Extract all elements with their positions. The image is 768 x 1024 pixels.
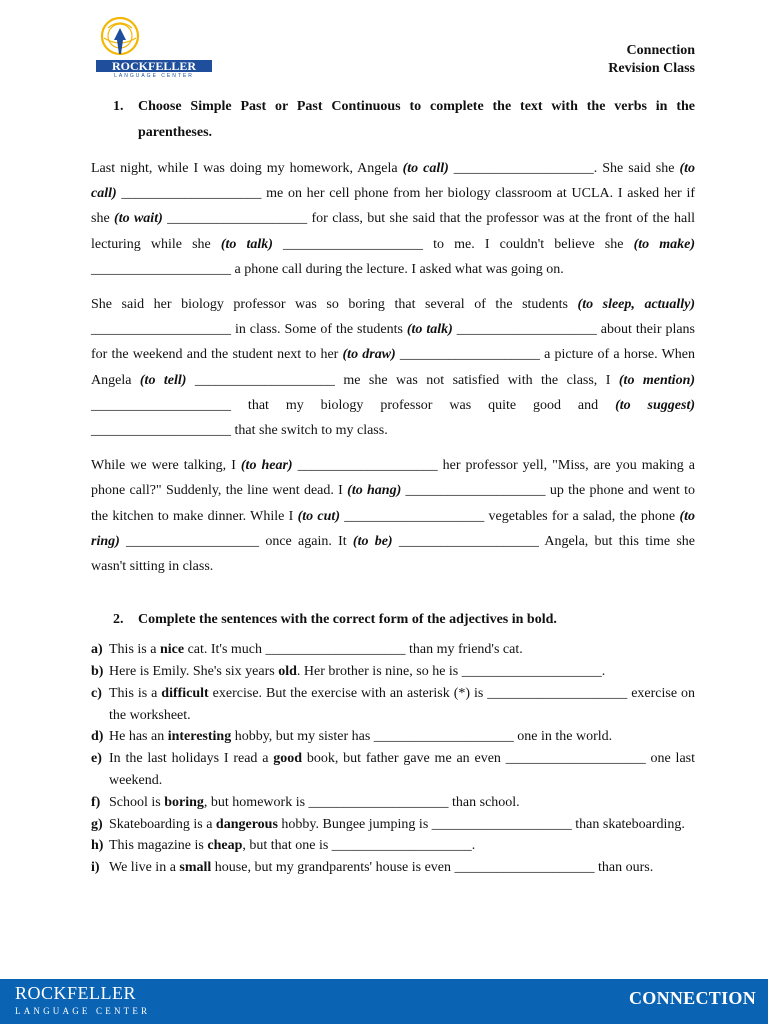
verb-prompt: (to hang) xyxy=(347,483,402,499)
verb-prompt: (to draw) xyxy=(342,347,396,363)
item-text xyxy=(109,857,695,879)
exercise-item xyxy=(91,814,695,836)
exercise-item xyxy=(91,726,695,748)
exercise-item xyxy=(91,639,695,661)
rockfeller-logo xyxy=(90,14,214,78)
item-letter: e) xyxy=(91,751,102,767)
verb-prompt: (to call) xyxy=(91,161,695,202)
paragraph-text: ____________________ vegetables for a salad, the phone xyxy=(339,508,680,524)
section1-number: 1. xyxy=(113,99,124,114)
item-text-segment: We live in a xyxy=(109,860,180,876)
bold-adjective: old xyxy=(278,664,297,680)
item-text-segment: exercise. But the exercise with an asterisk (*) is ____________________ exercise on the worksheet. xyxy=(109,685,695,723)
section1-paragraphs xyxy=(91,156,695,579)
header-title-line2: Revision Class xyxy=(608,61,695,76)
section2-number: 2. xyxy=(113,612,124,628)
item-text-segment: hobby. Bungee jumping is ____________________ than skateboarding. xyxy=(277,816,685,832)
paragraph-text: ____________________ to me. I couldn't believe she xyxy=(272,236,634,252)
footer-bar xyxy=(0,979,768,1024)
item-text xyxy=(109,639,695,661)
section1-paragraph xyxy=(91,156,695,282)
paragraph-text: ____________________ her professor yell, "Miss, are you making a phone call?" Suddenly, the line went dead. I xyxy=(91,458,695,499)
item-text-segment: In the last holidays I read a xyxy=(109,751,274,767)
item-text-segment: He has an xyxy=(109,729,168,745)
item-text-segment: house, but my grandparents' house is even ____________________ than ours. xyxy=(211,860,654,876)
paragraph-text: ____________________ up the phone and went to the kitchen to make dinner. While I xyxy=(91,483,695,524)
paragraph-text: ____________________ Angela, but this time she wasn't sitting in class. xyxy=(91,533,695,575)
header-title xyxy=(608,42,695,78)
bold-adjective: nice xyxy=(159,642,185,658)
header-title-line1: Connection xyxy=(626,43,695,58)
verb-prompt: (to call) xyxy=(402,161,449,176)
paragraph-text: ____________________ me she was not satisfied with the class, I xyxy=(186,372,619,388)
item-text-segment: This is a xyxy=(109,642,160,658)
exercise-item xyxy=(91,835,695,857)
paragraph-text: ____________________ in class. Some of the students xyxy=(91,322,407,338)
bold-adjective: cheap xyxy=(207,838,243,854)
verb-prompt: (to suggest) xyxy=(615,397,696,413)
paragraph-text: Last night, while I was doing my homework, Angela xyxy=(91,161,403,176)
verb-prompt: (to tell) xyxy=(139,372,187,388)
item-text-segment: . Her brother is nine, so he is ____________________. xyxy=(296,664,606,680)
paragraph-text: While we were talking, I xyxy=(91,458,241,474)
item-text-segment: hobby, but my sister has ____________________ one in the world. xyxy=(231,729,613,745)
item-letter: f) xyxy=(91,794,101,810)
verb-prompt: (to be) xyxy=(352,533,393,549)
verb-prompt: (to hear) xyxy=(240,458,293,474)
exercise-item xyxy=(91,683,695,727)
item-text-segment: , but that one is ____________________. xyxy=(242,838,476,854)
verb-prompt: (to cut) xyxy=(297,508,340,524)
verb-prompt: (to talk) xyxy=(406,322,453,338)
paragraph-text: ____________________ that my biology professor was quite good and xyxy=(91,397,616,413)
paragraph-text: ____________________. She said she xyxy=(448,161,680,176)
item-text xyxy=(109,661,695,683)
exercise-item xyxy=(91,792,695,814)
item-letter: c) xyxy=(91,685,102,701)
section1-paragraph xyxy=(91,453,695,579)
verb-prompt: (to make) xyxy=(633,236,695,252)
item-letter: i) xyxy=(91,860,100,876)
item-text-segment: School is xyxy=(109,794,165,810)
bold-adjective: good xyxy=(273,751,303,767)
logo-subtext: LANGUAGE CENTER xyxy=(114,73,194,78)
exercise-item xyxy=(91,748,695,792)
bold-adjective: small xyxy=(179,860,212,876)
section2-instruction: Complete the sentences with the correct form of the adjectives in bold. xyxy=(138,612,557,628)
exercise-item xyxy=(91,857,695,879)
section1-instruction: Choose Simple Past or Past Continuous to complete the text with the verbs in the parentheses. xyxy=(138,99,695,140)
bold-adjective: dangerous xyxy=(215,816,278,832)
section1-heading xyxy=(91,94,695,146)
item-text-segment: , but homework is ____________________ than school. xyxy=(203,794,520,810)
item-text-segment: This magazine is xyxy=(109,838,208,854)
logo-emblem-icon xyxy=(90,14,214,78)
paragraph-text: ___________________ once again. It xyxy=(119,533,353,549)
bold-adjective: difficult xyxy=(161,685,209,701)
item-letter: b) xyxy=(91,664,104,680)
footer-brand: ROCKFELLER xyxy=(15,983,137,1003)
paragraph-text: ____________________ me on her cell phone from her biology classroom at UCLA. I asked her if she xyxy=(91,186,695,227)
item-text-segment: Here is Emily. She's six years xyxy=(109,664,279,680)
footer-brand-sub: LANGUAGE CENTER xyxy=(15,1006,151,1016)
section2-items xyxy=(91,639,695,879)
item-text xyxy=(109,814,695,836)
bold-adjective: boring xyxy=(164,794,204,810)
verb-prompt: (to wait) xyxy=(114,211,163,227)
item-text xyxy=(109,683,695,727)
item-letter: g) xyxy=(91,816,103,832)
paragraph-text: ____________________ a phone call during the lecture. I asked what was going on. xyxy=(91,261,564,277)
verb-prompt: (to talk) xyxy=(220,236,273,252)
section1-paragraph xyxy=(91,292,695,443)
item-letter: d) xyxy=(91,729,104,745)
item-text xyxy=(109,792,695,814)
item-text xyxy=(109,835,695,857)
verb-prompt: (to ring) xyxy=(91,508,695,549)
verb-prompt: (to sleep, actually) xyxy=(577,297,695,313)
paragraph-text: ____________________ a picture of a horse. When Angela xyxy=(91,347,696,388)
item-text-segment: book, but father gave me an even ____________________ one last weekend. xyxy=(109,751,695,789)
footer-connection: CONNECTION xyxy=(628,988,756,1008)
paragraph-text: ____________________ that she switch to my class. xyxy=(91,423,388,439)
logo-text: ROCKFELLER xyxy=(111,59,197,73)
exercise-item xyxy=(91,661,695,683)
item-letter: a) xyxy=(91,642,103,658)
item-text-segment: Skateboarding is a xyxy=(109,816,216,832)
paragraph-text: She said her biology professor was so boring that several of the students xyxy=(91,297,578,313)
item-text-segment: This is a xyxy=(109,685,162,701)
paragraph-text: ____________________ about their plans for the weekend and the student next to her xyxy=(91,322,695,363)
worksheet-content xyxy=(91,94,695,879)
item-letter: h) xyxy=(91,838,104,854)
item-text xyxy=(109,726,695,748)
paragraph-text: ____________________ for class, but she said that the professor was at the front of the hall lecturing while she xyxy=(91,211,695,252)
bold-adjective: interesting xyxy=(167,729,232,745)
section2-heading xyxy=(91,607,695,633)
verb-prompt: (to mention) xyxy=(618,372,696,388)
item-text xyxy=(109,748,695,792)
item-text-segment: cat. It's much ____________________ than my friend's cat. xyxy=(184,642,523,658)
